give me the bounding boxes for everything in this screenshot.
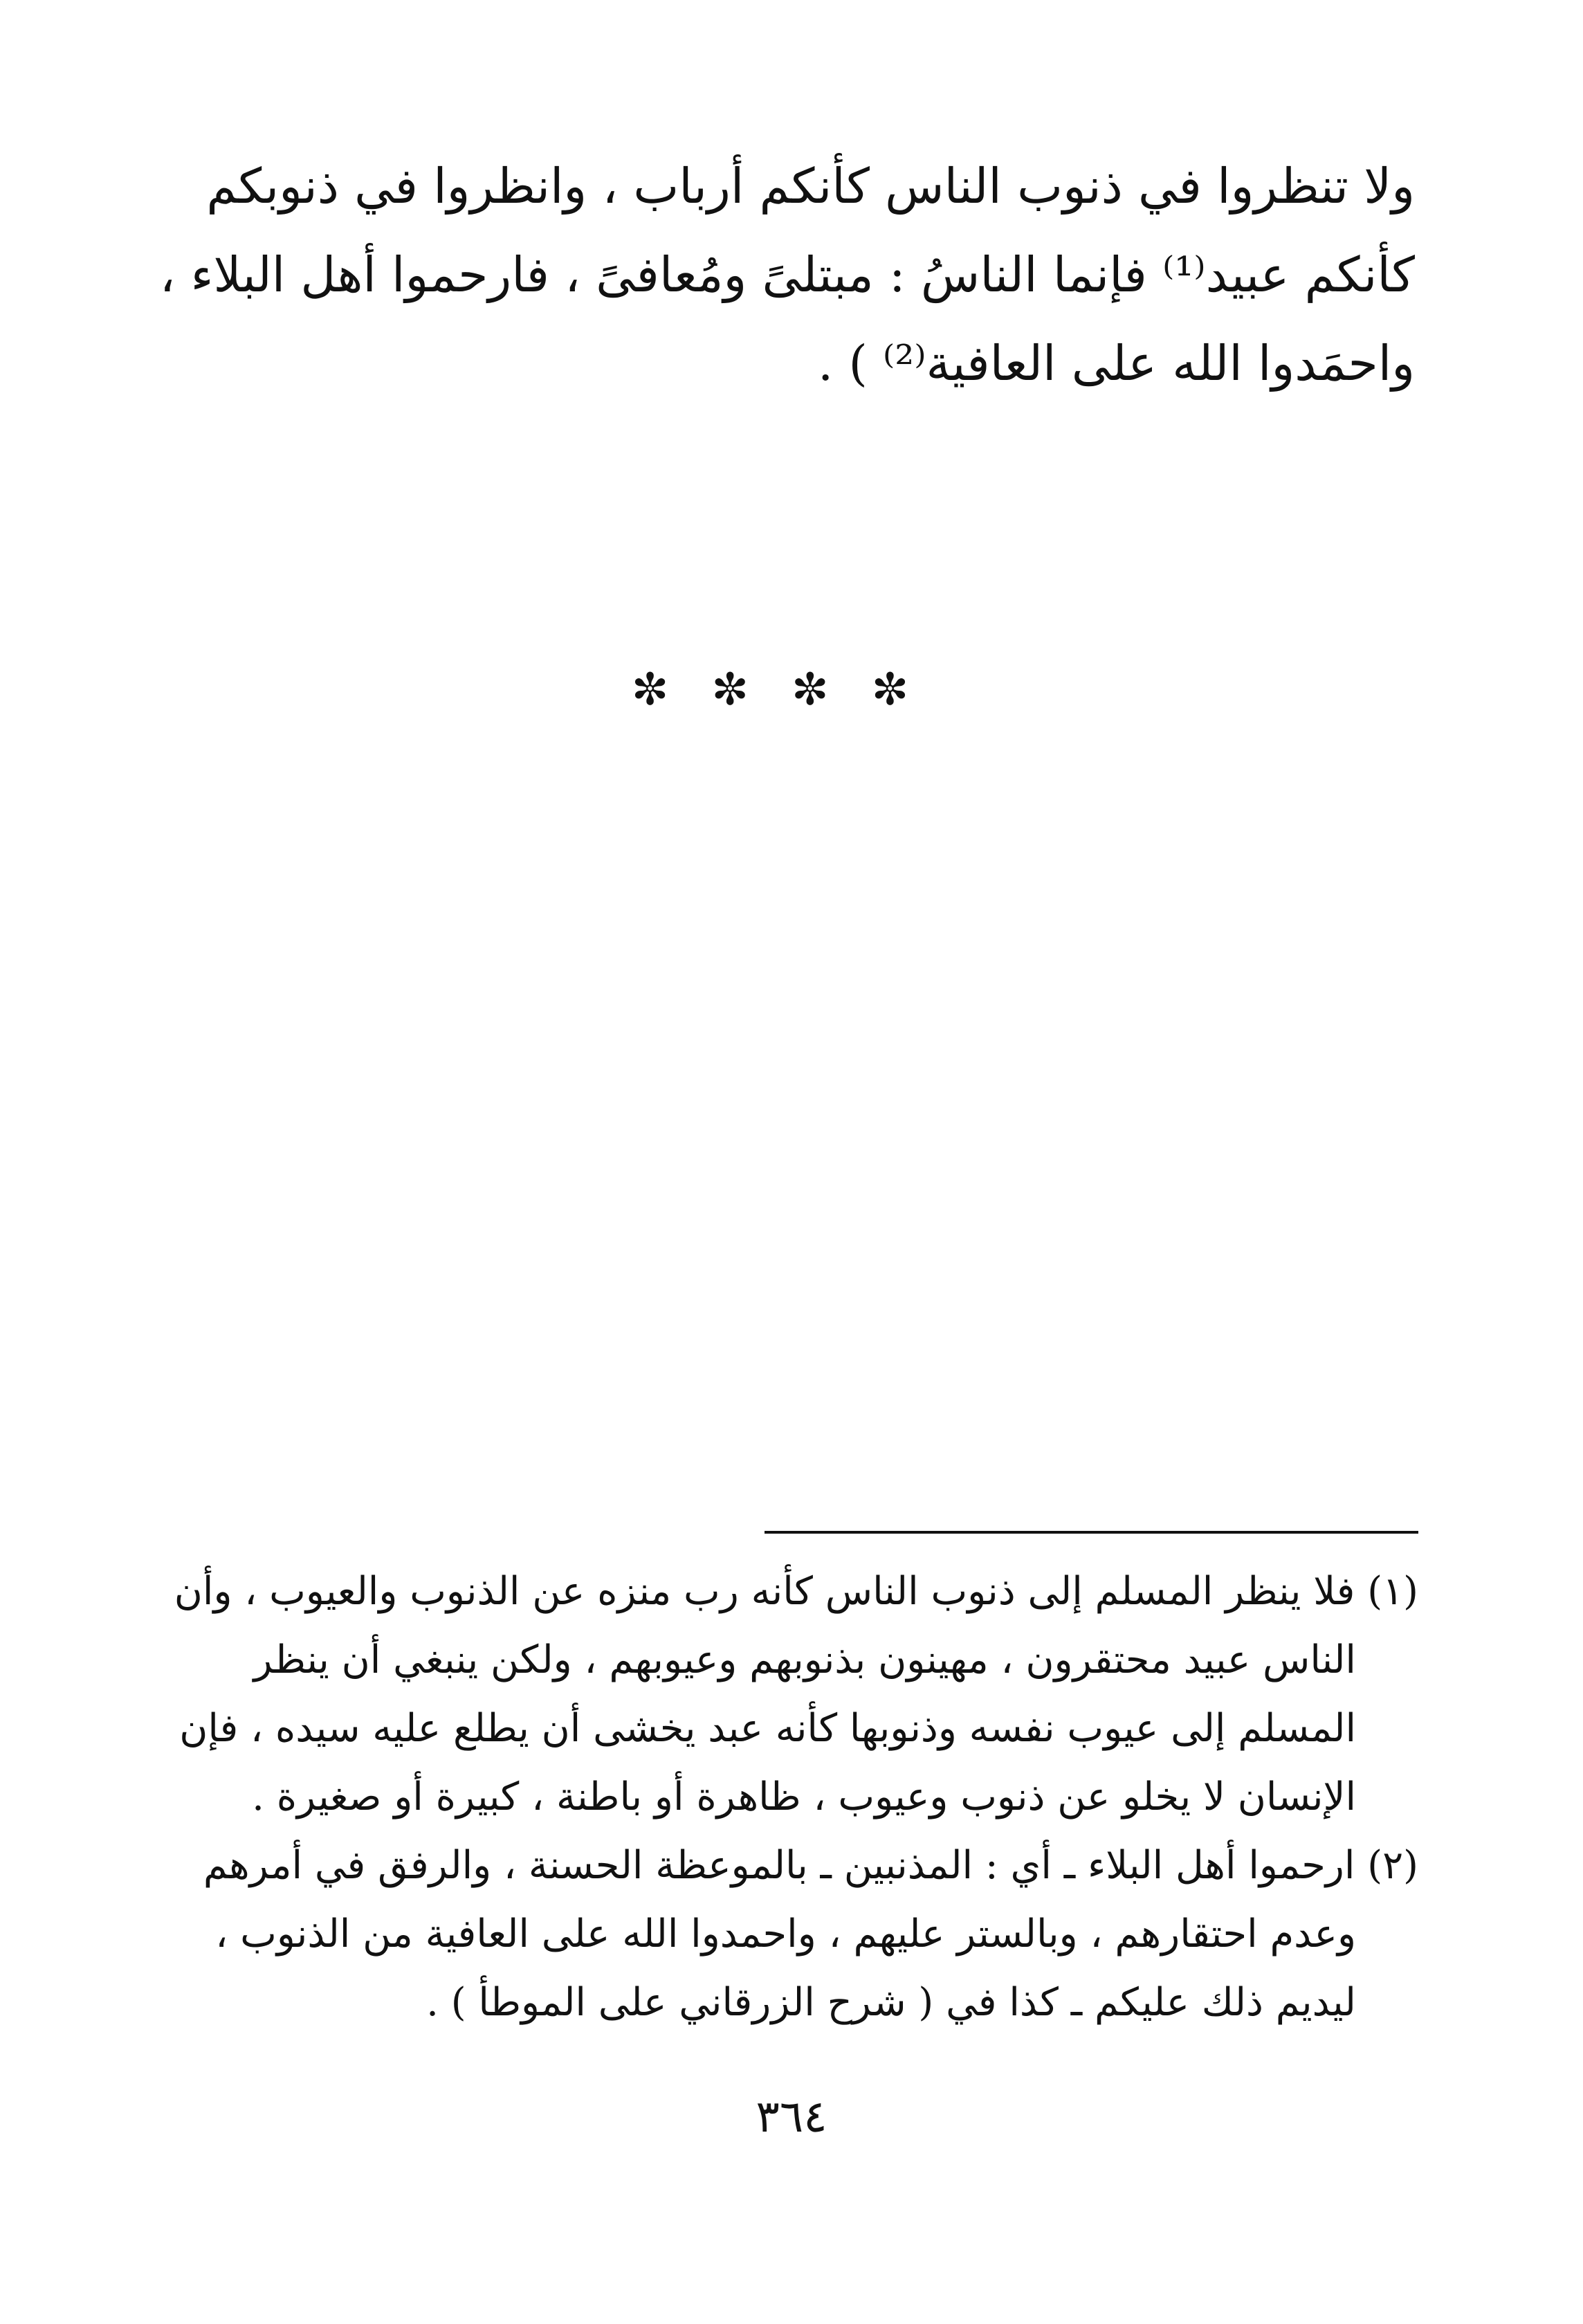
- main-text-line: واحمَدوا الله على العافية⁽²⁾ ) .: [817, 335, 1415, 392]
- footnote-line: وعدم احتقارهم ، وبالستر عليهم ، واحمدوا الله على العافية من الذنوب ،: [215, 1912, 1356, 1957]
- main-text-block: [149, 142, 1415, 408]
- footnote-line: المسلم إلى عيوب نفسه وذنوبها كأنه عبد يخشى أن يطلع عليه سيده ، فإن: [179, 1706, 1356, 1751]
- section-separator-stars: ✼✼✼✼: [631, 664, 952, 716]
- footnote-line: الإنسان لا يخلو عن ذنوب وعيوب ، ظاهرة أو باطنة ، كبيرة أو صغيرة .: [252, 1774, 1356, 1819]
- footnote-divider: [765, 1531, 1418, 1534]
- page-number: ٣٦٤: [756, 2091, 827, 2143]
- main-text-line: كأنكم عبيد⁽¹⁾ فإنما الناسُ : مبتلىً ومُعافىً ، فارحموا أهل البلاء ،: [159, 246, 1415, 303]
- footnote-line: (٢) ارحموا أهل البلاء ـ أي : المذنبين ـ بالموعظة الحسنة ، والرفق في أمرهم: [203, 1843, 1418, 1888]
- footnote-line: الناس عبيد محتقرون ، مهينون بذنوبهم وعيوبهم ، ولكن ينبغي أن ينظر: [253, 1637, 1356, 1682]
- footnote-line: ليديم ذلك عليكم ـ كذا في ( شرح الزرقاني على الموطأ ) .: [426, 1980, 1356, 2025]
- footnote-line: (١) فلا ينظر المسلم إلى ذنوب الناس كأنه رب منزه عن الذنوب والعيوب ، وأن: [174, 1569, 1418, 1614]
- main-text-line: ولا تنظروا في ذنوب الناس كأنكم أرباب ، وانظروا في ذنوبكم: [206, 158, 1415, 215]
- footnotes-block: [149, 1557, 1418, 2037]
